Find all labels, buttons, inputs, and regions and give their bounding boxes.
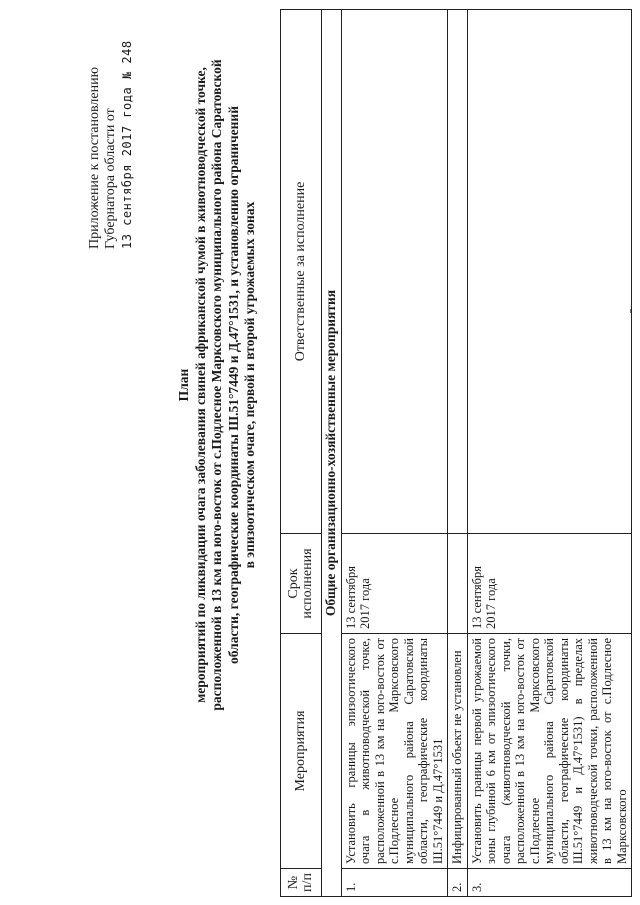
row-num: 2. — [448, 869, 468, 897]
row-measure: Инфицированный объект не установлен — [448, 634, 468, 869]
title-line-1: мероприятий по ликвидации очага заболевания свиней африканской чумой в животноводческой точке, — [192, 67, 208, 703]
table-header-row — [281, 10, 322, 897]
appendix-note — [87, 9, 135, 249]
appendix-line-1: Приложение к постановлению — [87, 66, 102, 249]
section-title: Общие организационно-хозяйственные мероприятия — [322, 10, 342, 897]
header-measure: Мероприятия — [281, 634, 322, 869]
row-deadline: 13 сентября 2017 года — [467, 534, 632, 634]
table-row — [341, 10, 448, 897]
table-row — [467, 10, 632, 897]
scan-mark — [630, 309, 631, 313]
row-num: 3. — [467, 869, 632, 897]
row-measure: Установить границы эпизоотического очага в животноводческой точке, расположенной в 13 км на юго-восток от с.Подлесное Марксовского муниципального района Саратовской области, географические координаты Ш.51°7449 и Д.47°1531 — [341, 634, 448, 869]
header-num: № п/п — [281, 869, 322, 897]
header-deadline: Срок исполнения — [281, 534, 322, 634]
row-measure: Установить границы первой угрожаемой зоны глубиной 6 км от эпизоотического очага (животноводческой точки, расположенной в 13 км на юго-восток от с.Подлесное Марксовского муниципального района Саратовской области, географические координаты Ш.51°7449 и Д.47°1531) в пределах животноводческой точки, расположенной в 13 км на юго-восток от с.Подлесное Марксовского — [467, 634, 632, 869]
row-responsible — [448, 10, 468, 534]
row-deadline: 13 сентября 2017 года — [341, 534, 448, 634]
title-line-2: расположенной в 13 км на юго-восток от с.Подлесное Марксовского муниципального района Саратовской — [209, 59, 224, 711]
row-responsible — [341, 10, 448, 534]
title-line-3: области, географические координаты Ш.51°7449 и Д.47°1531, и установлению ограничений — [225, 106, 241, 665]
measures-table — [280, 9, 632, 897]
document-title — [176, 15, 259, 755]
row-deadline — [448, 534, 468, 634]
appendix-line-2: Губернатора области от — [103, 108, 118, 249]
row-num: 1. — [341, 869, 448, 897]
header-responsible: Ответственные за исполнение — [281, 10, 322, 534]
section-row — [322, 10, 342, 897]
title-heading: План — [176, 368, 191, 402]
title-line-4: в эпизоотическом очаге, первой и второй угрожаемых зонах — [242, 201, 257, 569]
row-responsible — [467, 10, 632, 534]
appendix-date-number: 13 сентября 2017 года № 248 — [120, 40, 134, 249]
table-row — [448, 10, 468, 897]
